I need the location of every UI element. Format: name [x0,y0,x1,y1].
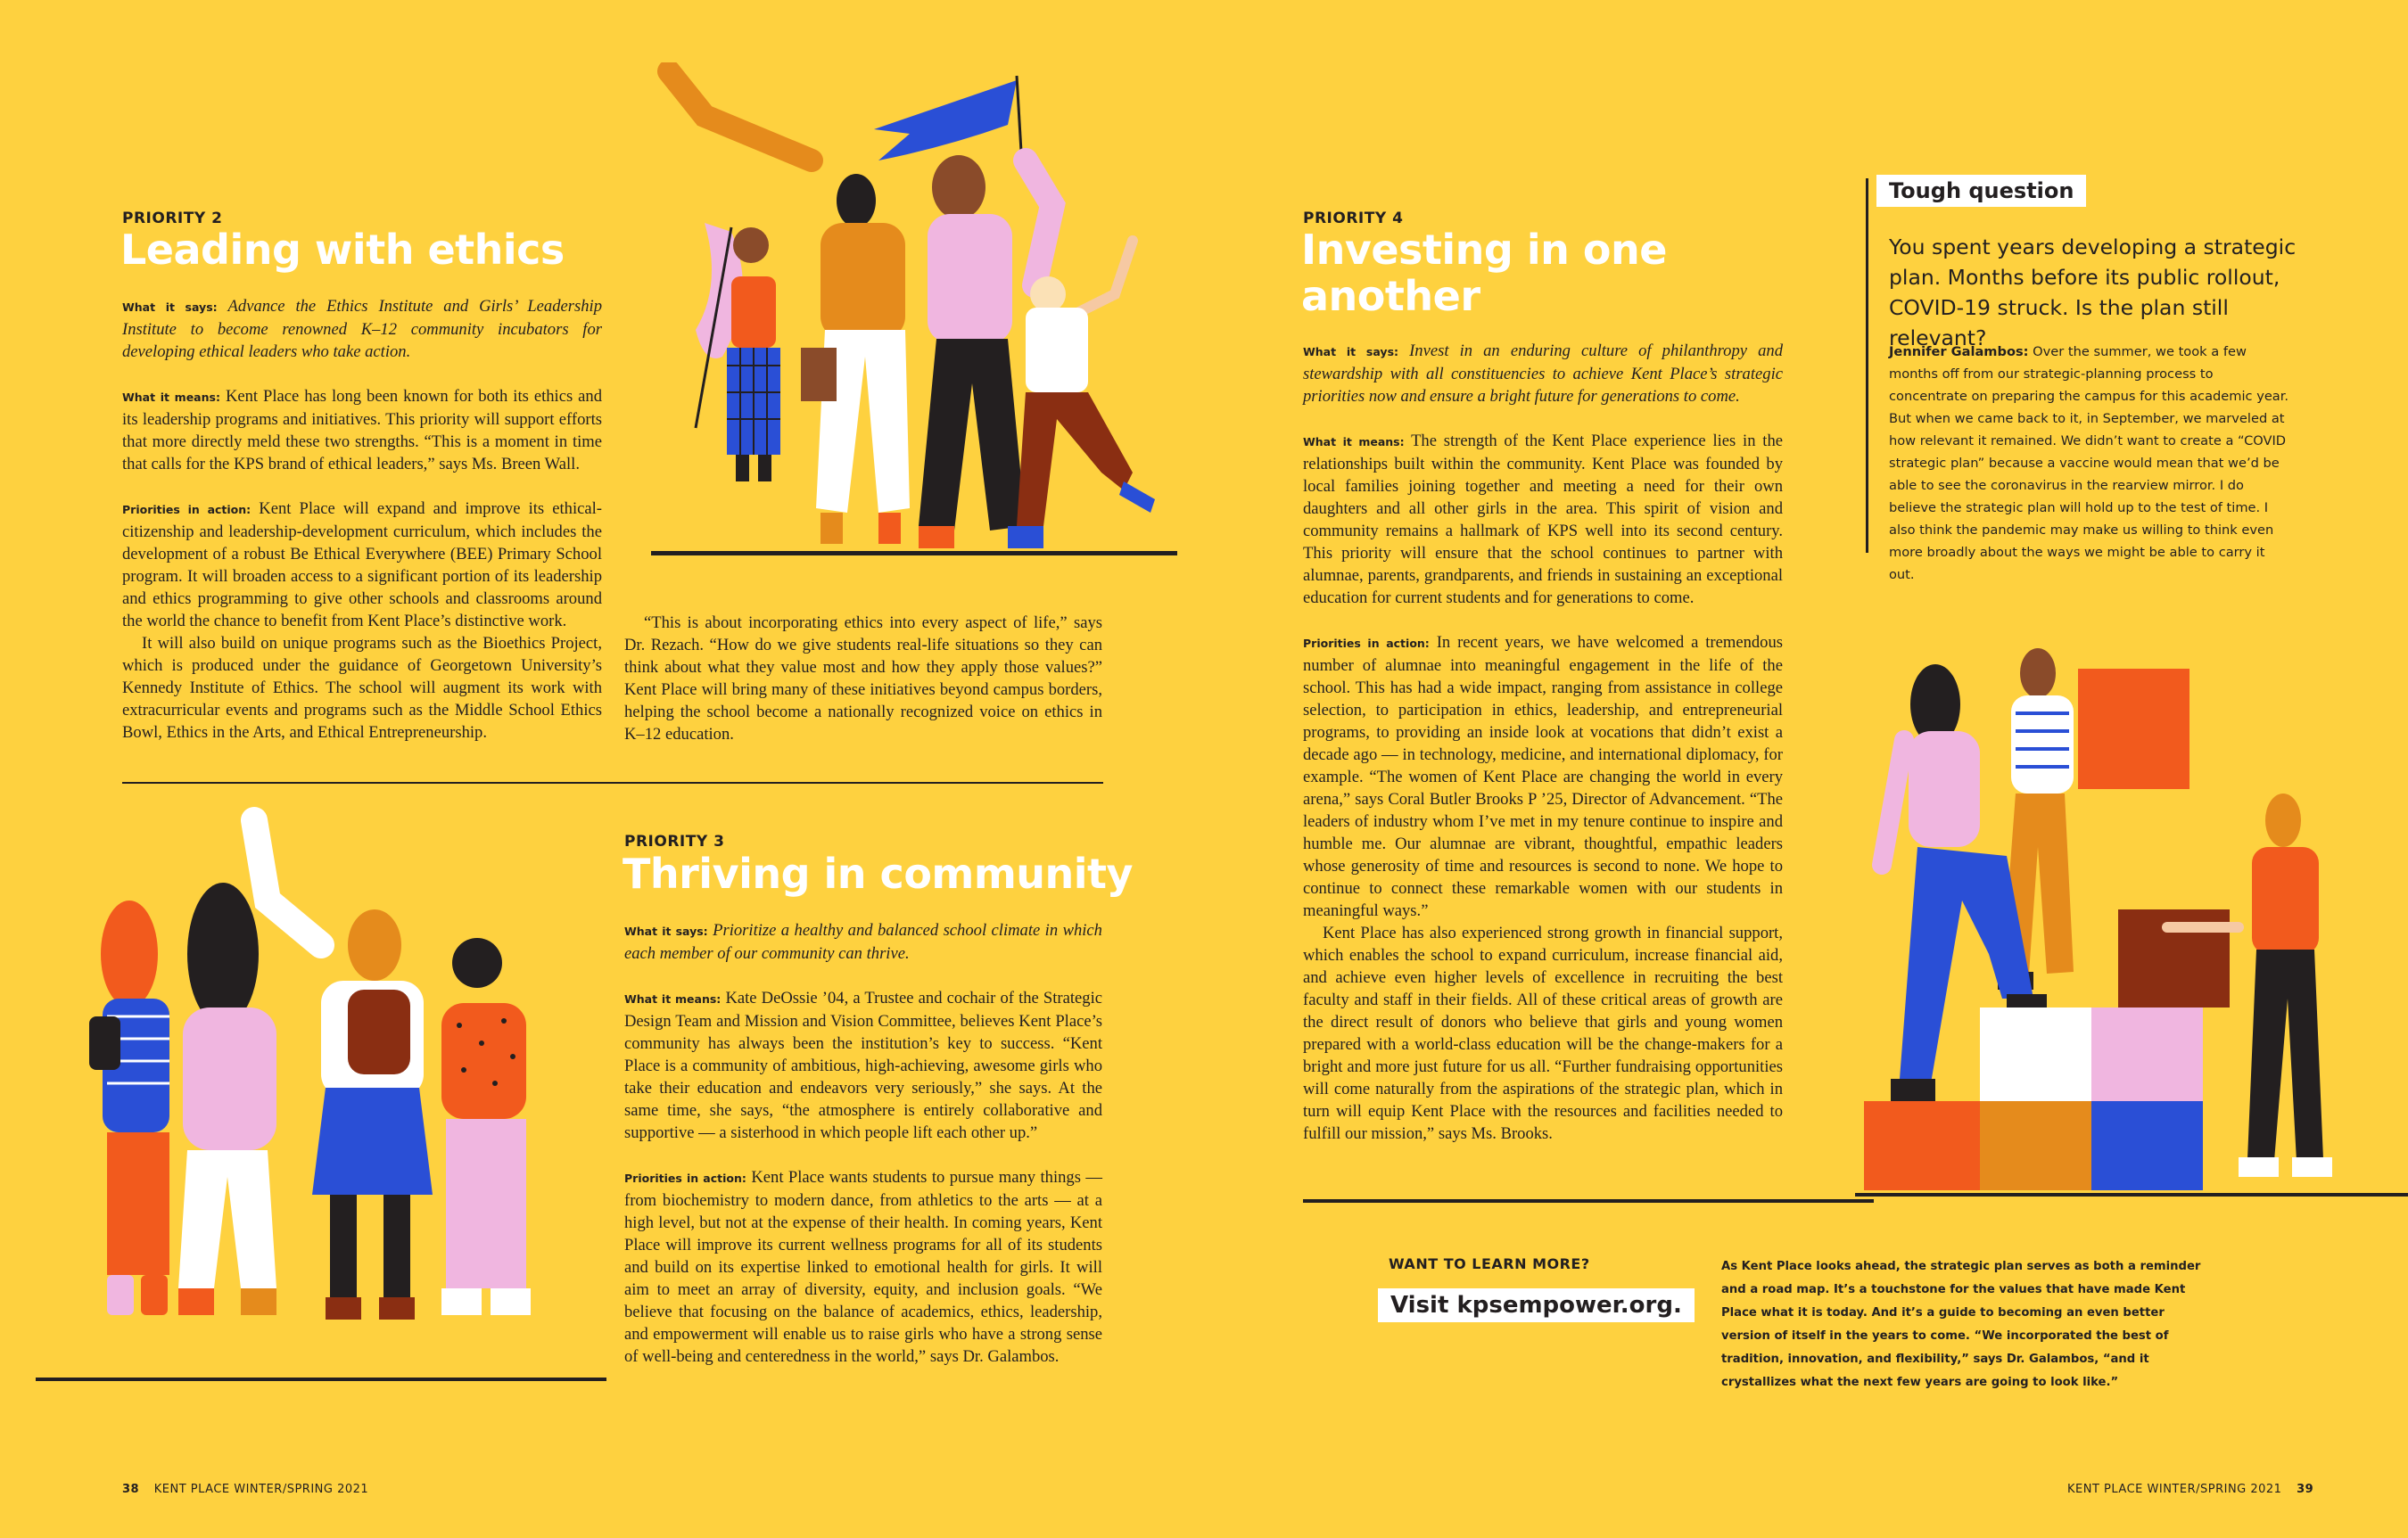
priority-3-column [624,919,1102,1390]
priority-2-eyebrow: PRIORITY 2 [122,210,223,227]
priority-3-eyebrow: PRIORITY 3 [624,833,725,851]
learn-more-label: WANT TO LEARN MORE? [1389,1255,1590,1272]
tough-question-tag: Tough question [1876,175,2086,207]
p4-what-it-says: What it says: Invest in an enduring culture of philanthropy and stewardship with all constituencies to achieve Kent Place’s strategic priorities now and ensure a bright future for generations to come. [1303,341,1783,406]
learn-more-link[interactable]: Visit kpsempower.org. [1378,1288,1695,1322]
p3-priorities-in-action: Priorities in action: Kent Place wants students to pursue many things — from biochemistry to modern dance, from athletics to the arts — at a high level, but not at the expense of their health. In coming years, Kent Place will improve its current wellness programs for all of its students and build on its expertise linked to emotional health for girls. It will aim to meet an array of diversity, equity, and inclusion goals. “We believe that focusing on the balance of academics, ethics, leadership, and empowerment will enable us to raise girls who have a strong sense of well-being and centeredness in the world,” says Dr. Galambos. [624,1168,1102,1366]
sidebar-question: You spent years developing a strategic plan. Months before its public rollout, COVID-19 struck. Is the plan still relevant? [1889,234,2297,350]
p2-priorities-in-action-cont: It will also build on unique programs such as the Bioethics Project, which is produced under the guidance of Georgetown University’s Kennedy Institute of Ethics. The school will augment its work with extracurricular events and programs such as the Middle School Ethics Bowl, Ethics in the Arts, and Ethical Entrepreneurship. [122,634,602,742]
priority-2-column [122,295,602,744]
closing-rule [1303,1199,1874,1203]
p3-what-it-says: What it says: Prioritize a healthy and balanced school climate in which each member of our community can thrive. [624,921,1102,963]
p2-what-it-means: What it means: Kent Place has long been known for both its ethics and its leadership programs and initiatives. This priority will support efforts that more directly meld these two strengths. “This is a moment in time that calls for the KPS brand of ethical leaders,” says Ms. Breen Wall. [122,387,602,473]
p2-quote-paragraph: “This is about incorporating ethics into every aspect of life,” says Dr. Rezach. “How do we give students real-life situations so they can think about what they value most and how they apply those values?” Kent Place will bring many of these initiatives beyond campus borders, helping the school become a nationally recognized voice on ethics in K–12 education. [624,613,1102,744]
sidebar-answer: Jennifer Galambos: Over the summer, we took a few months off from our strategic-planning process to concentrate on preparing the campus for this academic year. But when we came back to it, in September, we marveled at how relevant it remained. We didn’t want to create a “COVID strategic plan” because a vaccine would mean that we’d be able to see the coronavirus in the rearview mirror. I do believe the strategic plan will hold up to the test of time. I also think the pandemic may make us willing to think even more broadly about the ways we might be able to carry it out. [1889,344,2289,582]
group-with-flag-illustration [651,62,1177,562]
p2-priorities-in-action: Priorities in action: Kent Place will expand and improve its ethical-citizenship and leadership-development curriculum, which includes the development of a robust Be Ethical Everywhere (BEE) Primary School program. It will broaden access to a significant portion of its leadership and ethics programming to give other schools and classrooms around the world the chance to benefit from Kent Place’s distinctive work. [122,499,602,630]
p4-priorities-in-action: Priorities in action: In recent years, we have welcomed a tremendous number of alumnae into meaningful engagement in the life of the school. This has had a wide impact, ranging from assistance in college selection, to participation in ethics, leadership, and entrepreneurial programs, to providing an inside look at vocations that didn’t exist a decade ago — in technology, medicine, and international diplomacy, for example. “The women of Kent Place are changing the world in every arena,” says Coral Butler Brooks P ’25, Director of Advancement. “The leaders of industry whom I’ve met in my tenure continue to inspire and humble me. Our alumnae are vibrant, thoughtful, empathic leaders whose generosity of time and resources is second to none. We hope to continue to connect these remarkable women with our students in meaningful ways.” [1303,633,1783,920]
p2-what-it-says: What it says: Advance the Ethics Institute and Girls’ Leadership Institute to become renowned K–12 community incubators for developing ethical leaders who take action. [122,297,602,361]
left-footer: 38 KENT PLACE WINTER/SPRING 2021 [122,1483,369,1496]
p3-what-it-means: What it means: Kate DeOssie ’04, a Trustee and cochair of the Strategic Design Team and Mission and Vision Committee, believes Kent Place’s community has always been the institution’s key to success. “Kent Place is a community of ambitious, high-achieving, awesome girls who take their education and endeavors very seriously,” she says. At the same time, she says, “the atmosphere is entirely collaborative and supportive — a sisterhood in which people lift each other up.” [624,989,1103,1142]
section-divider [122,782,1103,784]
sidebar-rule [1866,178,1868,553]
p4-what-it-means: What it means: The strength of the Kent Place experience lies in the relationships built within the community. Kent Place was founded by local families joining together and meeting a need for their own daughters and all other girls in the area. This spirit of vision and community remains a hallmark of KPS well into its second century. This priority will ensure that the school continues to partner with alumnae, parents, grandparents, and friends in sustaining an exceptional education for current students and for generations to come. [1303,432,1784,607]
priority-3-heading: Thriving in community [623,850,1134,898]
group-from-behind-illustration [36,802,606,1391]
priority-4-eyebrow: PRIORITY 4 [1303,210,1404,227]
p4-priorities-in-action-cont: Kent Place has also experienced strong growth in financial support, which enables the school to expand curriculum, increase financial aid, and achieve even higher levels of excellence in recruiting the best faculty and staff in their fields. All of these critical areas of growth are the direct result of donors who believe that girls and young women prepared with a world-class education will be the change-makers for a bright and more just future for us all. “Further fundraising opportunities will come naturally from the aspirations of the strategic plan, which in turn will equip Kent Place with the resources and facilities needed to fulfill our mission,” says Ms. Brooks. [1303,924,1783,1143]
priority-4-column [1303,340,1783,1145]
building-blocks-illustration [1855,642,2408,1204]
priority-4-heading: Investing in one another [1301,226,1667,320]
right-footer: KENT PLACE WINTER/SPRING 2021 39 [2067,1483,2314,1496]
priority-2-heading: Leading with ethics [120,226,565,274]
closing-paragraph: As Kent Place looks ahead, the strategic plan serves as both a reminder and a road map. It’s a touchstone for the values that have made Kent Place what it is today. And it’s a guide to becoming an even better version of itself in the years to come. “We incorporated the best of tradition, innovation, and flexibility,” says Dr. Galambos, “and it crystallizes what the next few years are going to look like.” [1721,1260,2201,1389]
